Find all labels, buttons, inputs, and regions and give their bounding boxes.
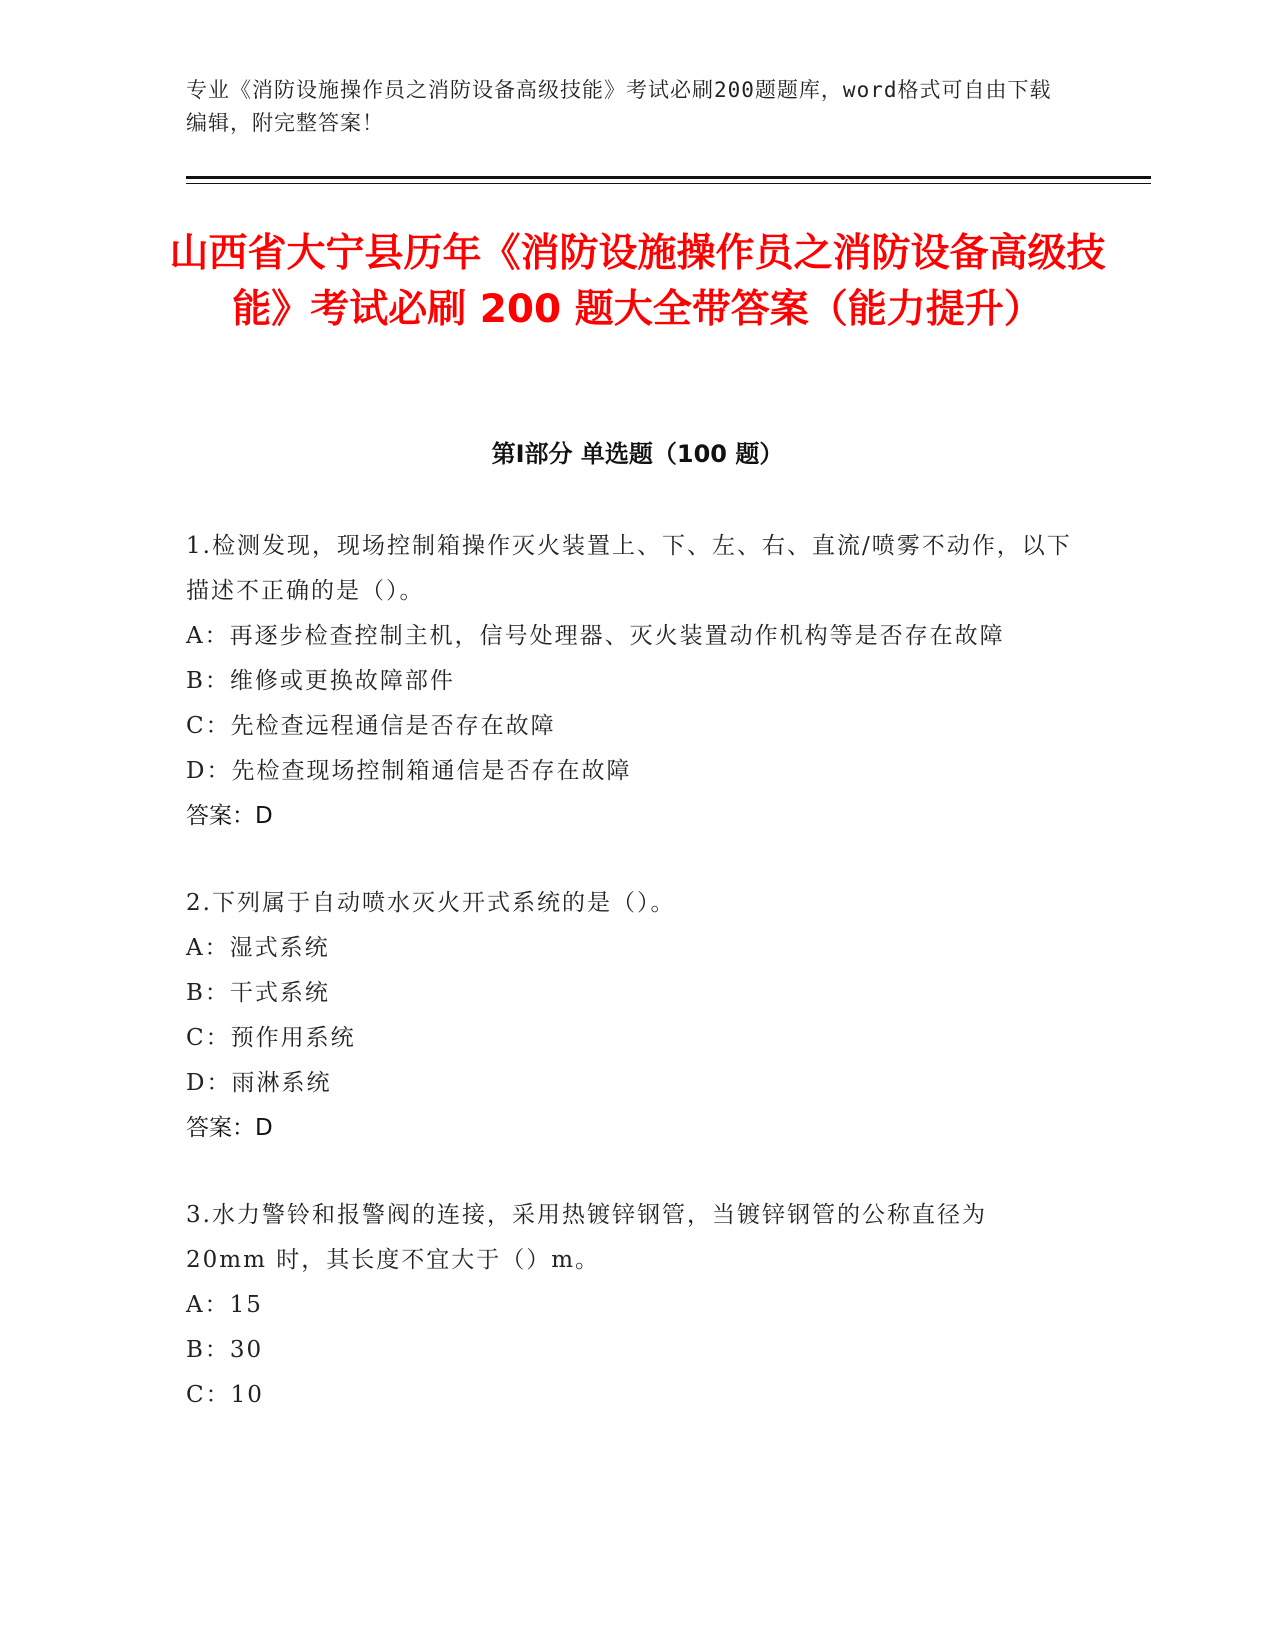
option-a: A：再逐步检查控制主机，信号处理器、灭火装置动作机构等是否存在故障 [186, 623, 1005, 649]
option-d: D：先检查现场控制箱通信是否存在故障 [186, 758, 632, 784]
header-divider-thick [186, 176, 1151, 179]
option-a: A：湿式系统 [186, 935, 330, 961]
option-a: A：15 [186, 1292, 263, 1318]
question-1 [186, 524, 1076, 839]
question-2 [186, 881, 1076, 1151]
document-title: 山西省大宁县历年《消防设施操作员之消防设备高级技能》考试必刷 200 题大全带答案（能力提升） [169, 231, 1106, 332]
question-stem: 3.水力警铃和报警阀的连接，采用热镀锌钢管，当镀锌钢管的公称直径为 20mm 时，其长度不宜大于（）m。 [186, 1202, 987, 1273]
section-title: 第Ⅰ部分 单选题（100 题） [491, 440, 784, 468]
option-c: C：先检查远程通信是否存在故障 [186, 713, 556, 739]
question-3 [186, 1193, 1076, 1418]
question-stem: 2.下列属于自动喷水灭火开式系统的是（）。 [186, 890, 676, 916]
option-c: C：预作用系统 [186, 1025, 356, 1051]
header-divider-thin [186, 183, 1151, 184]
option-b: B：30 [186, 1337, 264, 1363]
option-c: C：10 [186, 1382, 264, 1408]
header-note: 专业《消防设施操作员之消防设备高级技能》考试必刷200题题库，word格式可自由下载编辑，附完整答案！ [186, 78, 1052, 135]
option-b: B：维修或更换故障部件 [186, 668, 455, 694]
question-list [186, 524, 1076, 1460]
answer: 答案：D [186, 1115, 273, 1141]
option-d: D：雨淋系统 [186, 1070, 332, 1096]
option-b: B：干式系统 [186, 980, 330, 1006]
answer: 答案：D [186, 803, 273, 829]
question-stem: 1.检测发现，现场控制箱操作灭火装置上、下、左、右、直流/喷雾不动作，以下描述不正确的是（）。 [186, 533, 1072, 604]
